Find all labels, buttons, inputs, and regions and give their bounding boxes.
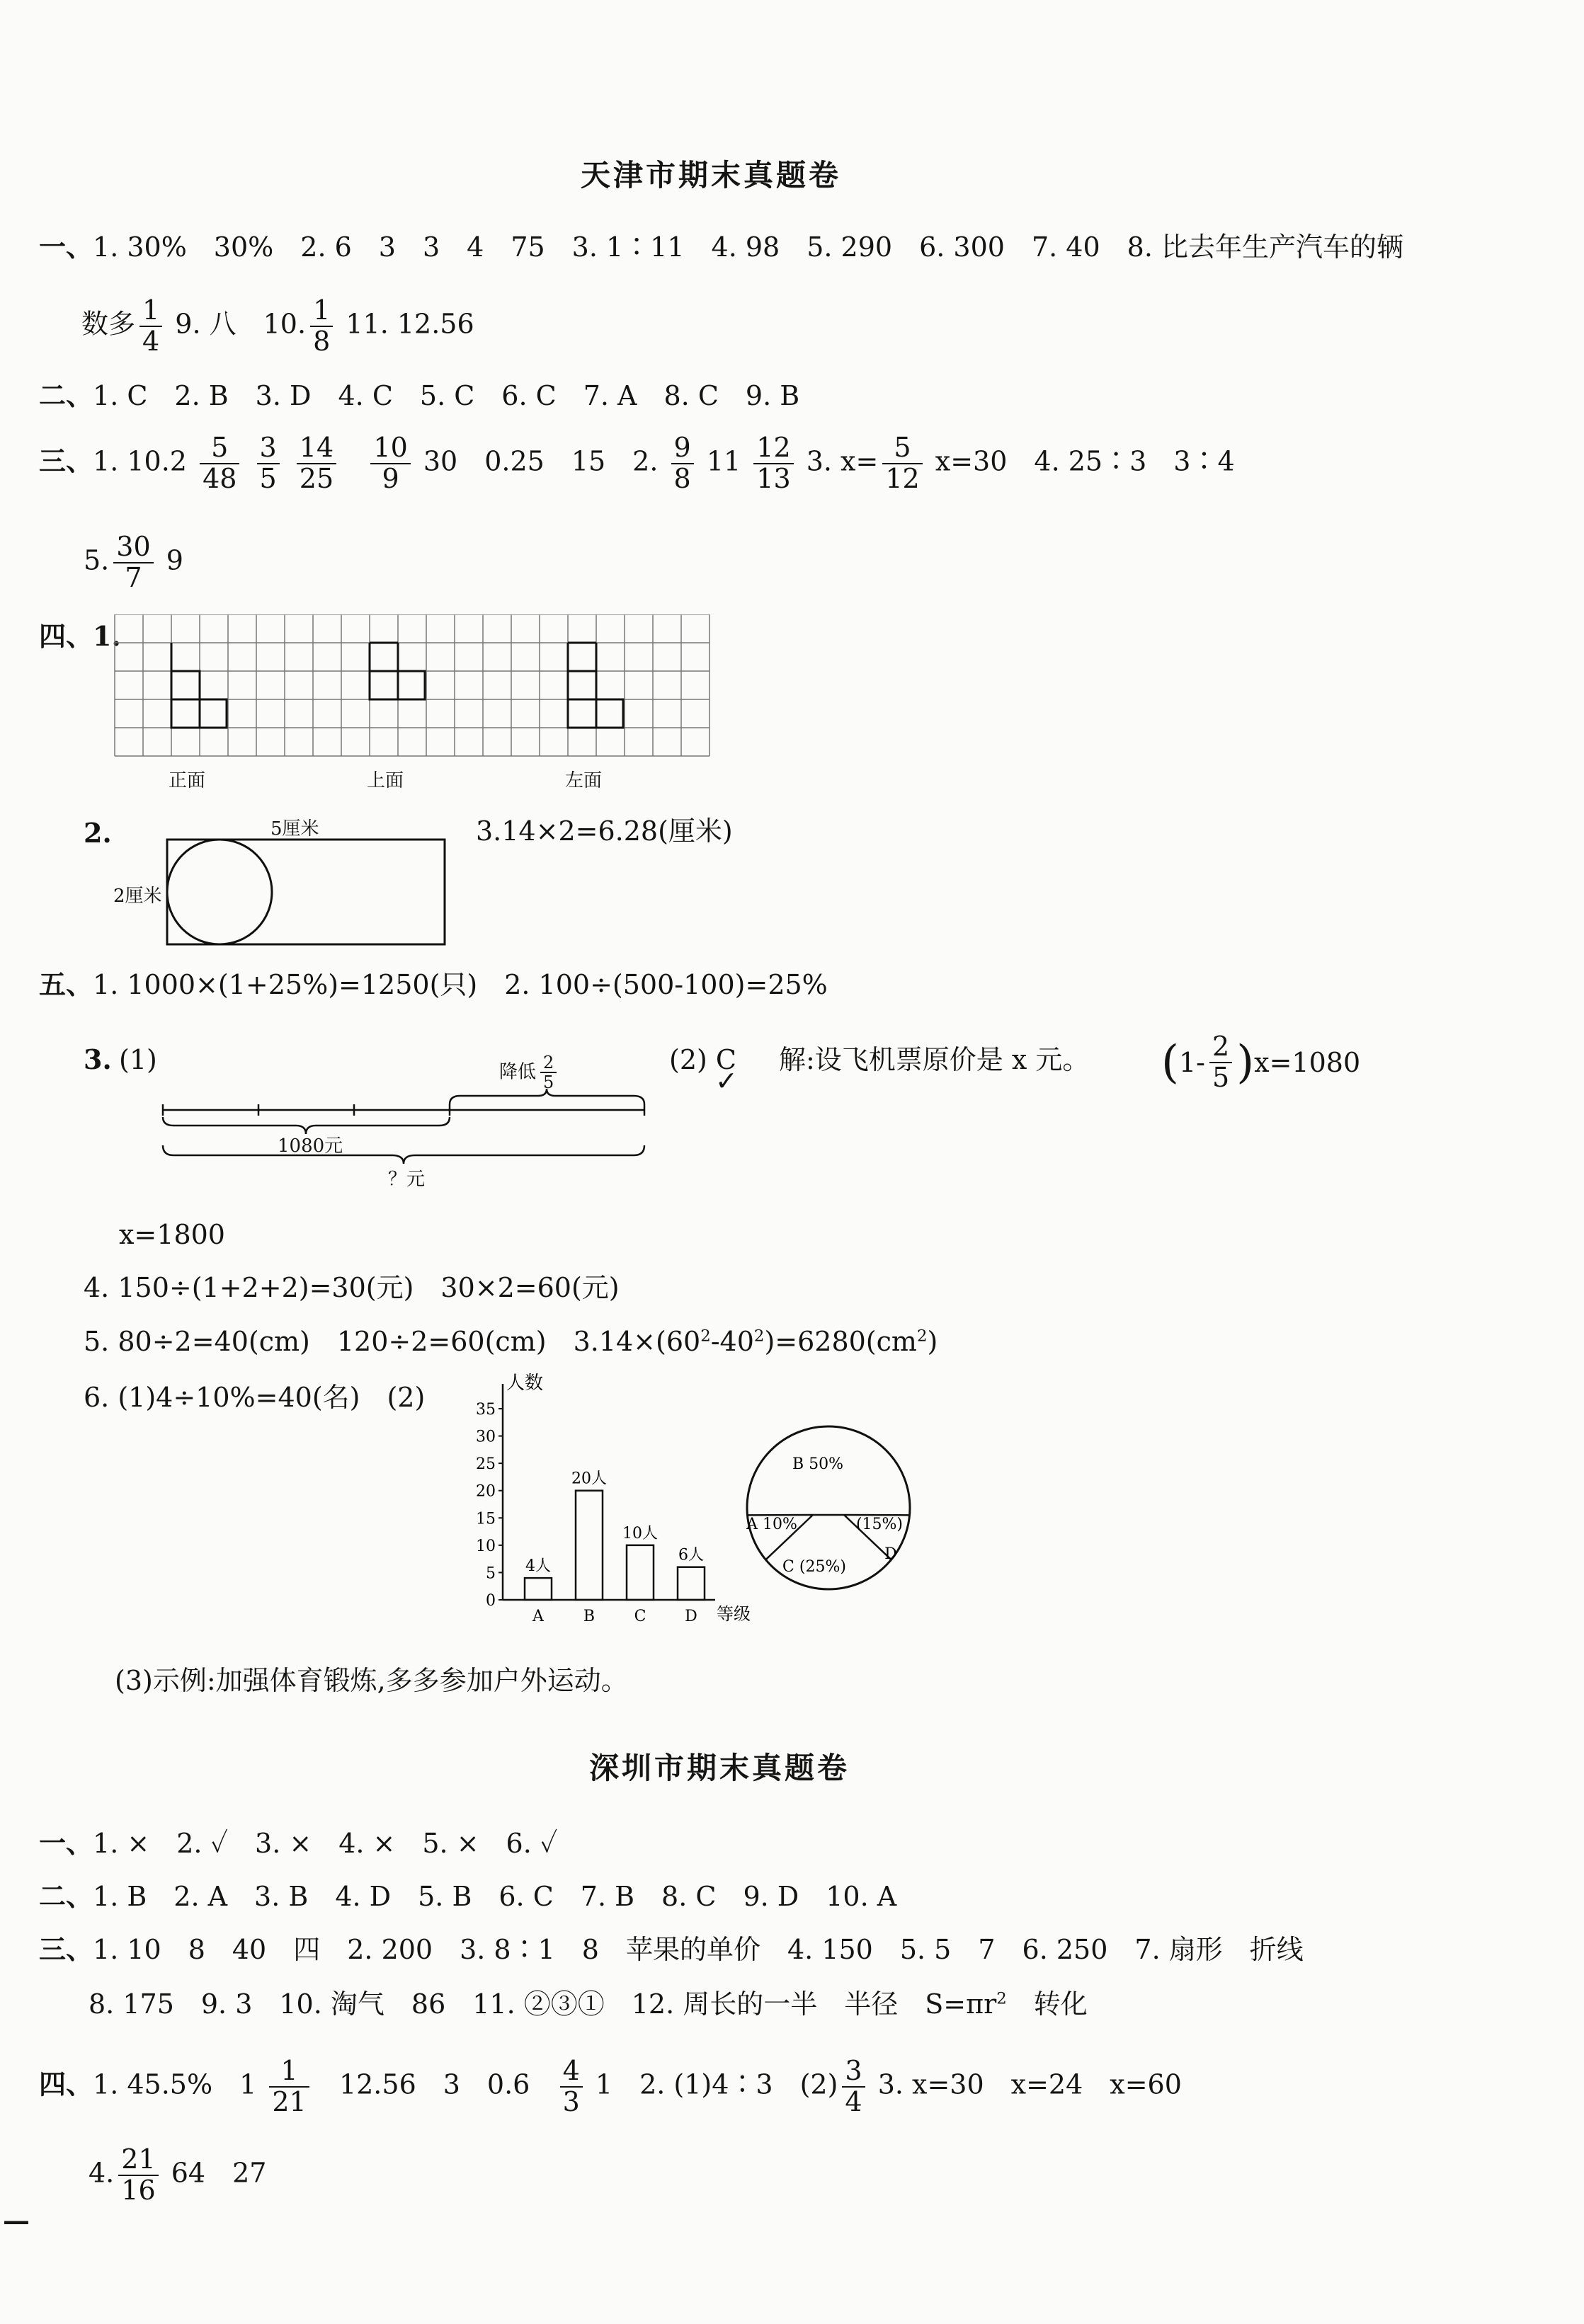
bar: [678, 1567, 705, 1600]
answer-line-3-1: [39, 433, 1235, 494]
y-tick-label: 5: [486, 1564, 496, 1583]
fraction: $\frac{2}{5}$: [1209, 1032, 1232, 1093]
bar-chart: [460, 1366, 772, 1649]
answer-text: ): [927, 1326, 938, 1357]
section-lead: 二、: [39, 379, 93, 411]
question-number: 2.: [84, 817, 112, 849]
answer-line-3-2: [84, 532, 183, 593]
x-tick-label: A: [532, 1608, 544, 1625]
question-number: 3.: [84, 1043, 112, 1075]
x-tick-label: C: [634, 1608, 646, 1625]
segment-diagram: [156, 1083, 651, 1175]
fraction: $\frac{14}{25}$: [297, 433, 336, 494]
answer-text: 12.56 3 0.6: [338, 2068, 530, 2100]
section-title-tianjin: 天津市期末真题卷: [581, 158, 842, 193]
answer-text: 1. 10 8 40 四 2. 200 3. 8∶1 8 苹果的单价 4. 150 5. 5 7 6. 250 7. 扇形 折线: [93, 1934, 1304, 1965]
exponent: 2: [916, 1327, 928, 1346]
section-lead: 三、: [39, 1933, 93, 1965]
section-lead: 四、: [39, 2068, 93, 2100]
fraction: $\frac{5}{12}$: [882, 433, 922, 494]
caption-front: 正面: [169, 770, 206, 791]
answer-text: 1. B 2. A 3. B 4. D 5. B 6. C 7. B 8. C 9. D 10. A: [93, 1881, 897, 1912]
answer-line-5-4: 4. 150÷(1+2+2)=30(元) 30×2=60(元): [84, 1272, 620, 1303]
bar-value-label: 10人: [622, 1524, 658, 1542]
exponent: 2: [753, 1327, 765, 1346]
bar: [525, 1578, 552, 1600]
caption-left: 左面: [565, 770, 603, 791]
x-axis-label: 等级: [717, 1604, 751, 1624]
answer-text: 3. x=: [806, 445, 879, 477]
answer-line-2-3: [39, 1933, 1304, 1965]
bar: [576, 1491, 603, 1600]
answer-text: 1. 45.5% 1: [93, 2068, 257, 2100]
section-lead: 五、: [39, 968, 93, 1000]
answer-text: 1. × 2. ✓ 3. × 4. × 5. × 6. ✓: [93, 1828, 558, 1859]
answer-text: 4.: [89, 2157, 115, 2189]
answer-text: 1. C 2. B 3. D 4. C 5. C 6. C 7. A 8. C 9. B: [93, 380, 800, 411]
section-lead-4: 四、1.: [39, 620, 121, 652]
answer-text: 9. 八 10.: [175, 308, 307, 340]
exponent: 2: [700, 1327, 711, 1346]
answer-text: 转化: [1006, 1988, 1088, 2020]
answer-text: 解:设飞机票原价是 x 元。: [779, 1044, 1090, 1075]
pie-slice-label: A 10%: [746, 1516, 797, 1533]
pie-slice-label: (15%): [855, 1516, 904, 1533]
answer-line-5-6-3: (3)示例:加强体育锻炼,多多参加户外运动。: [115, 1665, 628, 1696]
answer-text: 降低: [499, 1061, 537, 1083]
circle-shape: [167, 840, 272, 944]
three-view-grid: [113, 614, 736, 784]
fraction: $\frac{10}{9}$: [370, 433, 410, 494]
answer-text: 1. 10.2: [93, 445, 187, 477]
answer-text: 64 27: [171, 2157, 267, 2189]
y-tick-label: 20: [476, 1482, 496, 1501]
answer-text: 3.14×2=6.28(厘米): [476, 815, 733, 847]
segment-1080-label: 1080元: [278, 1135, 343, 1157]
equation: (1- $\frac{2}{5}$ )x=1080: [1161, 1031, 1361, 1093]
answer-line-2-4: [39, 2056, 1182, 2117]
pie-slice-label: C (25%): [782, 1558, 846, 1576]
answer-text: (2) C: [669, 1044, 736, 1075]
answer-line-5-1: [39, 968, 828, 1000]
answer-line-5-6: 6. (1)4÷10%=40(名) (2): [84, 1382, 426, 1413]
page-footer-dash: —: [3, 2204, 30, 2236]
answer-text: )=6280(cm: [764, 1326, 917, 1357]
answer-line-2-2: [39, 1880, 897, 1912]
fraction: $\frac{1}{21}$: [269, 2056, 309, 2117]
bar-value-label: 6人: [678, 1546, 704, 1564]
pie-chart: [736, 1416, 921, 1600]
y-tick-label: 10: [476, 1537, 496, 1555]
section-lead: 一、: [39, 1827, 93, 1859]
bar-value-label: 20人: [571, 1470, 607, 1488]
caption-top: 上面: [367, 770, 404, 791]
check-mark-icon: ✓: [715, 1065, 738, 1097]
y-tick-label: 35: [476, 1401, 496, 1419]
answer-line-2-4b: [89, 2145, 266, 2206]
fraction: $\frac{3}{4}$: [842, 2056, 865, 2117]
answer-text: -40: [710, 1326, 754, 1357]
answer-text: 9: [166, 544, 183, 576]
fraction: $\frac{9}{8}$: [671, 433, 694, 494]
rect-width-label: 5厘米: [270, 818, 319, 840]
y-tick-label: 15: [476, 1510, 496, 1528]
answer-line-2-3b: [89, 1988, 1088, 2020]
answer-line-2: [39, 379, 800, 411]
answer-text: 3. x=30 x=24 x=60: [877, 2068, 1182, 2100]
pie-slice-label: B 50%: [792, 1455, 844, 1473]
fraction: $\frac{1}{8}$: [310, 296, 333, 357]
y-tick-label: 30: [476, 1428, 496, 1446]
section-lead: 二、: [39, 1880, 93, 1912]
x-tick-label: D: [685, 1608, 697, 1625]
answer-text: x=1800: [119, 1219, 225, 1250]
x-tick-label: B: [583, 1608, 596, 1625]
answer-text: x=1080: [1254, 1046, 1361, 1078]
answer-line-1-1: [39, 231, 1403, 263]
fraction: $\frac{1}{4}$: [139, 296, 162, 357]
pie-slice-label: D: [884, 1545, 897, 1563]
bar-value-label: 4人: [525, 1557, 551, 1576]
fraction: $\frac{3}{5}$: [257, 433, 280, 494]
fraction: $\frac{12}{13}$: [753, 433, 793, 494]
answer-text: 5. 80÷2=40(cm) 120÷2=60(cm) 3.14×(60: [84, 1326, 701, 1357]
answer-text: 数多: [81, 308, 136, 340]
answer-text: x=30 4. 25∶3 3∶4: [935, 445, 1235, 477]
y-tick-label: 0: [486, 1592, 496, 1610]
rectangle-circle-figure: [163, 835, 453, 949]
answer-text: 1-: [1178, 1046, 1205, 1078]
fraction: $\frac{30}{7}$: [113, 532, 153, 593]
section-title-shenzhen: 深圳市期末真题卷: [589, 1751, 850, 1785]
fraction: $\frac{2}{5}$: [540, 1053, 557, 1092]
answer-text: 1. 1000×(1+25%)=1250(只) 2. 100÷(500-100)=25%: [93, 969, 828, 1000]
answer-text: 1. 30% 30% 2. 6 3 3 4 75 3. 1∶11 4. 98 5. 290 6. 300 7. 40 8. 比去年生产汽车的辆: [93, 231, 1403, 263]
answer-line-2-1: [39, 1827, 558, 1859]
exponent: 2: [996, 1989, 1007, 2008]
fraction: $\frac{21}{16}$: [118, 2145, 158, 2206]
answer-text: (1): [119, 1044, 157, 1075]
segment-total-label: ？元: [388, 1169, 426, 1190]
answer-text: 1 2. (1)4∶3 (2): [595, 2068, 838, 2100]
answer-line-5-5: [84, 1328, 938, 1355]
fraction: $\frac{5}{48}$: [200, 433, 239, 494]
bar: [627, 1545, 654, 1600]
rect-height-label: 2厘米: [113, 886, 162, 907]
y-tick-label: 25: [476, 1455, 496, 1474]
answer-text: 11: [706, 445, 741, 477]
y-axis-label: 人数: [506, 1373, 544, 1394]
answer-text: 30 0.25 15 2.: [423, 445, 659, 477]
section-lead: 三、: [39, 445, 93, 477]
section-lead: 一、: [39, 231, 93, 263]
answer-line-1-2: [81, 296, 474, 357]
rectangle-shape: [167, 840, 445, 944]
answer-text: 5.: [84, 544, 110, 576]
answer-text: 8. 175 9. 3 10. 淘气 86 11. ②③① 12. 周长的一半 半径 S=πr: [89, 1988, 997, 2020]
fraction: $\frac{4}{3}$: [560, 2056, 583, 2117]
answer-text: 11. 12.56: [346, 308, 474, 340]
